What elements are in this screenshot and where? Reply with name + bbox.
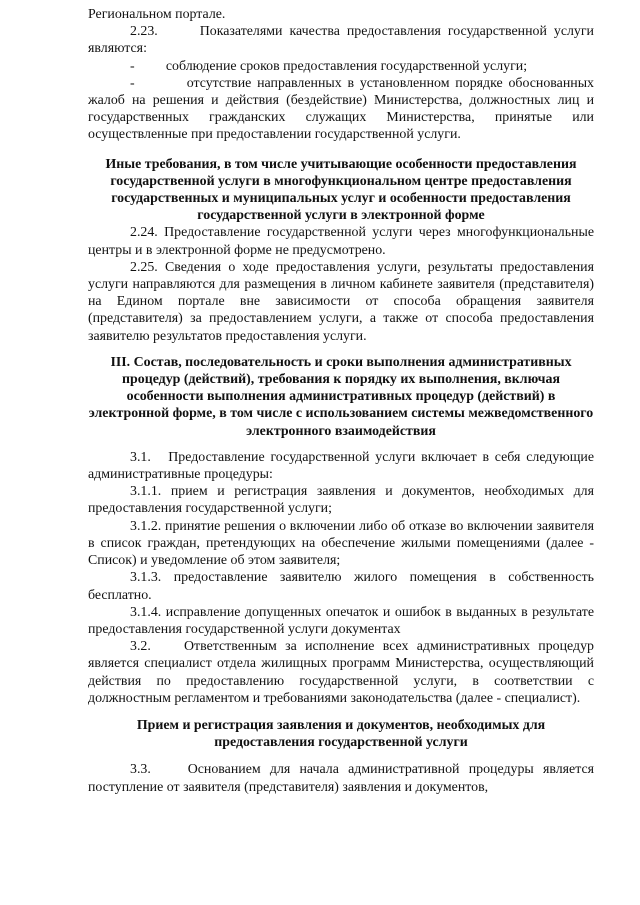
heading-receive-registration: Прием и регистрация заявления и документов, необходимых для предоставления государственной услуги xyxy=(136,717,546,751)
heading-other-requirements: Иные требования, в том числе учитывающие особенности предоставления государственной услуги в многофункциональном центре предоставления государственных и муниципальных услуг и особенности предоставления государственной услуги в электронной форме xyxy=(105,156,577,224)
list-item-deadlines: - соблюдение сроков предоставления государственной услуги; xyxy=(130,58,528,74)
paragraph-2-24: 2.24. Предоставление государственной услуги через многофункциональные центры и в электронной форме не предусмотрено. xyxy=(88,225,594,258)
paragraph-3-1-2: 3.1.2. принятие решения о включении либо об отказе во включении заявителя в список граждан, претендующих на обеспечение жилыми помещениями (далее - Список) и уведомление об этом заявителя; xyxy=(88,518,594,569)
paragraph-3-1-3: 3.1.3. предоставление заявителю жилого помещения в собственность бесплатно. xyxy=(88,570,594,603)
paragraph-3-2: 3.2. Ответственным за исполнение всех административных процедур является специалист отдела жилищных программ Министерства, осуществляющий действия по предоставлению государственной услуги, в соответствии с должностным регламентом и требованиями законодательства (далее - специалист). xyxy=(88,639,594,706)
paragraph-3-1: 3.1. Предоставление государственной услуги включает в себя следующие административные процедуры: xyxy=(88,449,594,483)
paragraph-3-3: 3.3. Основанием для начала административной процедуры является поступление от заявителя (представителя) заявления и документов, xyxy=(88,762,594,795)
paragraph-3-1-4: 3.1.4. исправление допущенных опечаток и ошибок в выданных в результате предоставления государственной услуги документах xyxy=(88,604,594,637)
paragraph-3-1-1: 3.1.1. прием и регистрация заявления и документов, необходимых для предоставления государственной услуги; xyxy=(88,484,594,517)
text-line-portal: Региональном портале. xyxy=(88,7,226,22)
paragraph-2-23: 2.23. Показателями качества предоставления государственной услуги являются: xyxy=(88,24,594,57)
paragraph-2-25: 2.25. Сведения о ходе предоставления услуги, результаты предоставления услуги направляются для размещения в личном кабинете заявителя (представителя) на Едином портале вне зависимости от способа обращения заявителя (представителя) за предоставлением услуги, а также от способа предоставления заявителю результатов предоставления услуги. xyxy=(88,259,594,344)
list-item-complaints: - отсутствие направленных в установленном порядке обоснованных жалоб на решения и действия (бездействие) Министерства, должностных лиц и государственных гражданских служащих Министерства, принятые или осуществленные при предоставлении государственной услуги. xyxy=(88,75,594,143)
heading-section-3: III. Состав, последовательность и сроки выполнения административных процедур (действий), требования к порядку их выполнения, включая особенности выполнения административных процедур (действий) в электронной форме, в том числе с использованием системы межведомственного электронного взаимодействия xyxy=(88,354,594,439)
